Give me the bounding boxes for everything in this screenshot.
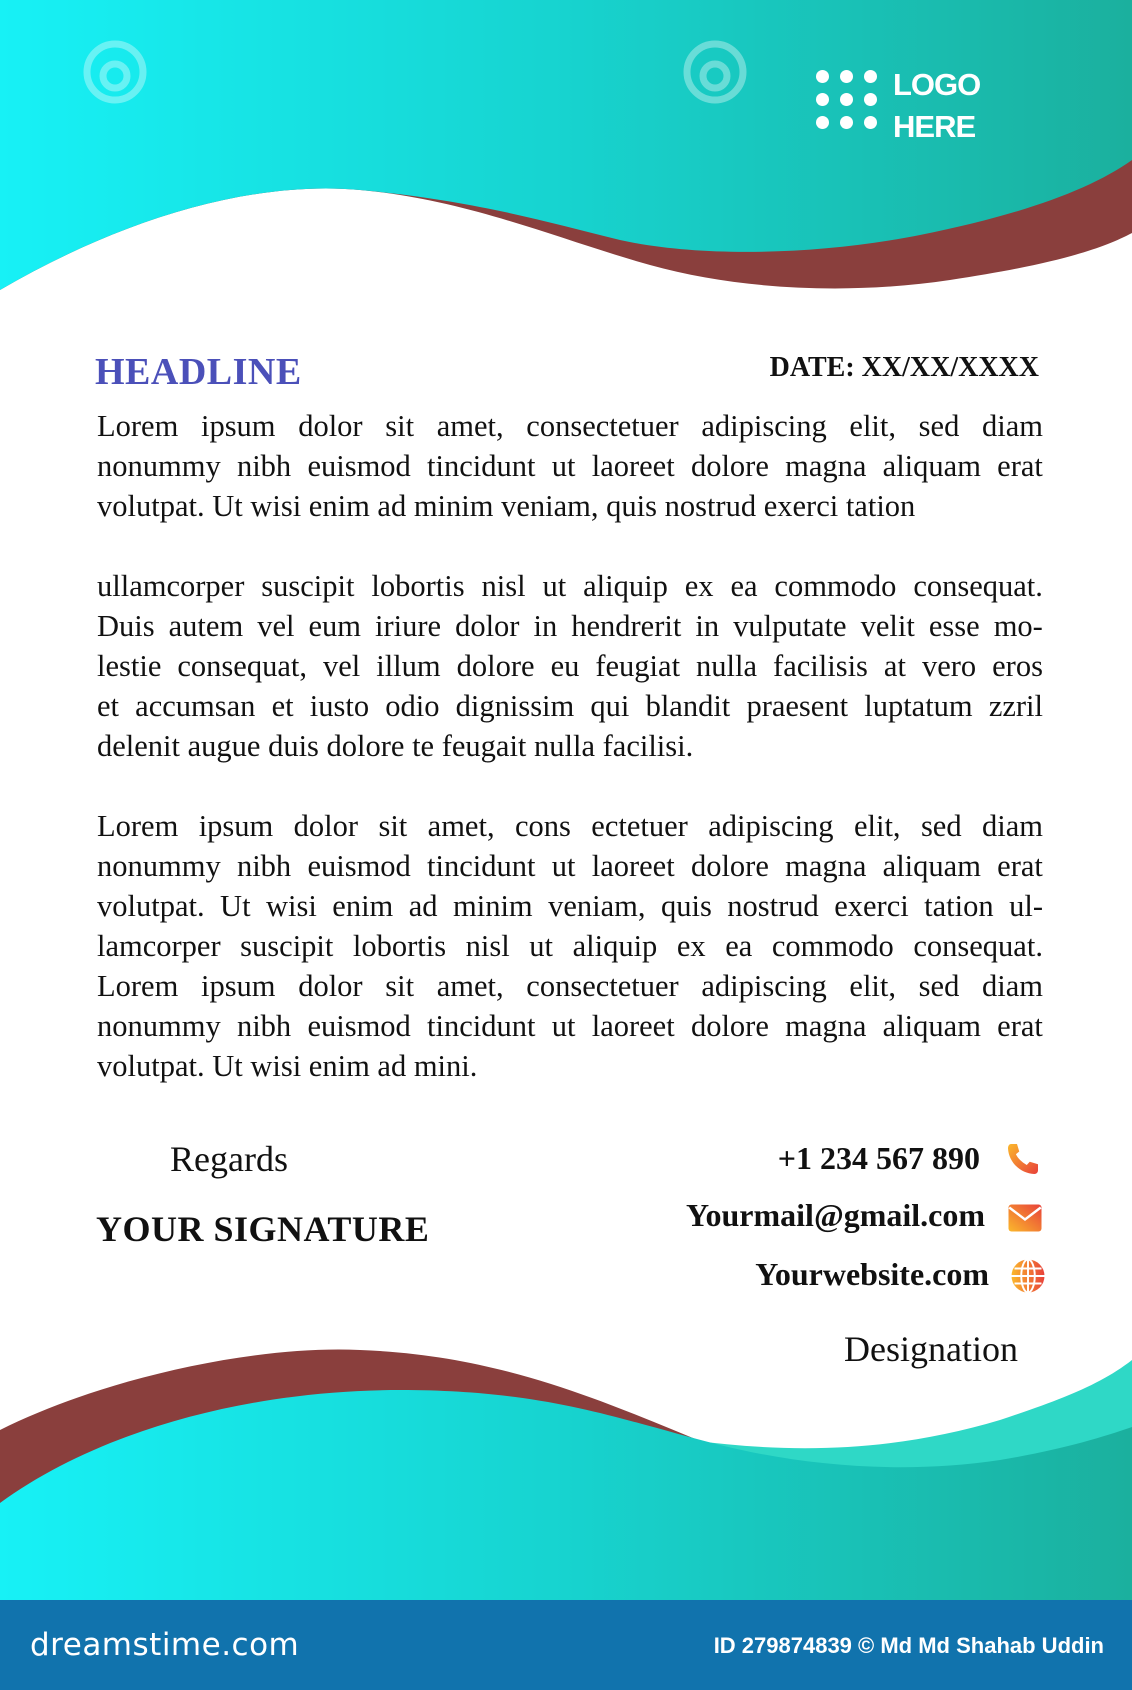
logo-dots-icon <box>816 70 880 130</box>
logo-line-2: HERE <box>893 109 976 144</box>
globe-icon <box>1010 1258 1046 1294</box>
body-line: volutpat. Ut wisi enim ad minim veniam, quis nostrud exerci tation ul- <box>97 889 1043 923</box>
phone-icon <box>1005 1141 1041 1177</box>
designation: Designation <box>844 1329 1018 1369</box>
body-line: Duis autem vel eum iriure dolor in hendrerit in vulputate velit esse mo- <box>97 609 1043 643</box>
footer-brand: dreamstime.com <box>30 1627 300 1663</box>
paragraph <box>97 406 1043 526</box>
headline: HEADLINE <box>95 351 302 393</box>
body-line: Lorem ipsum dolor sit amet, consectetuer adipiscing elit, sed diam <box>97 409 1043 443</box>
footer-credit: ID 279874839 © Md Md Shahab Uddin <box>713 1633 1104 1658</box>
body-line: nonummy nibh euismod tincidunt ut laoreet dolore magna aliquam erat <box>97 449 1043 483</box>
date: DATE: XX/XX/XXXX <box>769 352 1039 383</box>
letter-body <box>97 406 1043 1126</box>
paragraph <box>97 566 1043 766</box>
body-line: lestie consequat, vel illum dolore eu feugiat nulla facilisis at vero eros <box>97 649 1043 683</box>
body-line: nonummy nibh euismod tincidunt ut laoreet dolore magna aliquam erat <box>97 1009 1043 1043</box>
body-line: volutpat. Ut wisi enim ad minim veniam, quis nostrud exerci tation <box>97 489 916 523</box>
regards: Regards <box>170 1139 288 1179</box>
paragraph <box>97 806 1043 1086</box>
mail-icon <box>1007 1200 1043 1236</box>
signature: YOUR SIGNATURE <box>96 1209 430 1249</box>
email-address: Yourmail@gmail.com <box>685 1197 985 1233</box>
phone-number: +1 234 567 890 <box>777 1140 980 1176</box>
body-line: nonummy nibh euismod tincidunt ut laoreet dolore magna aliquam erat <box>97 849 1043 883</box>
logo <box>893 64 980 148</box>
body-line: ullamcorper suscipit lobortis nisl ut aliquip ex ea commodo consequat. <box>97 569 1043 603</box>
body-line: delenit augue duis dolore te feugait nulla facilisi. <box>97 729 694 763</box>
body-line: volutpat. Ut wisi enim ad mini. <box>97 1049 478 1083</box>
logo-line-1: LOGO <box>893 67 981 102</box>
body-line: et accumsan et iusto odio dignissim qui blandit praesent luptatum zzril <box>97 689 1043 723</box>
website: Yourwebsite.com <box>755 1256 989 1292</box>
body-line: lamcorper suscipit lobortis nisl ut aliquip ex ea commodo consequat. <box>97 929 1043 963</box>
body-line: Lorem ipsum dolor sit amet, cons ectetuer adipiscing elit, sed diam <box>97 809 1043 843</box>
body-line: Lorem ipsum dolor sit amet, consectetuer adipiscing elit, sed diam <box>97 969 1043 1003</box>
